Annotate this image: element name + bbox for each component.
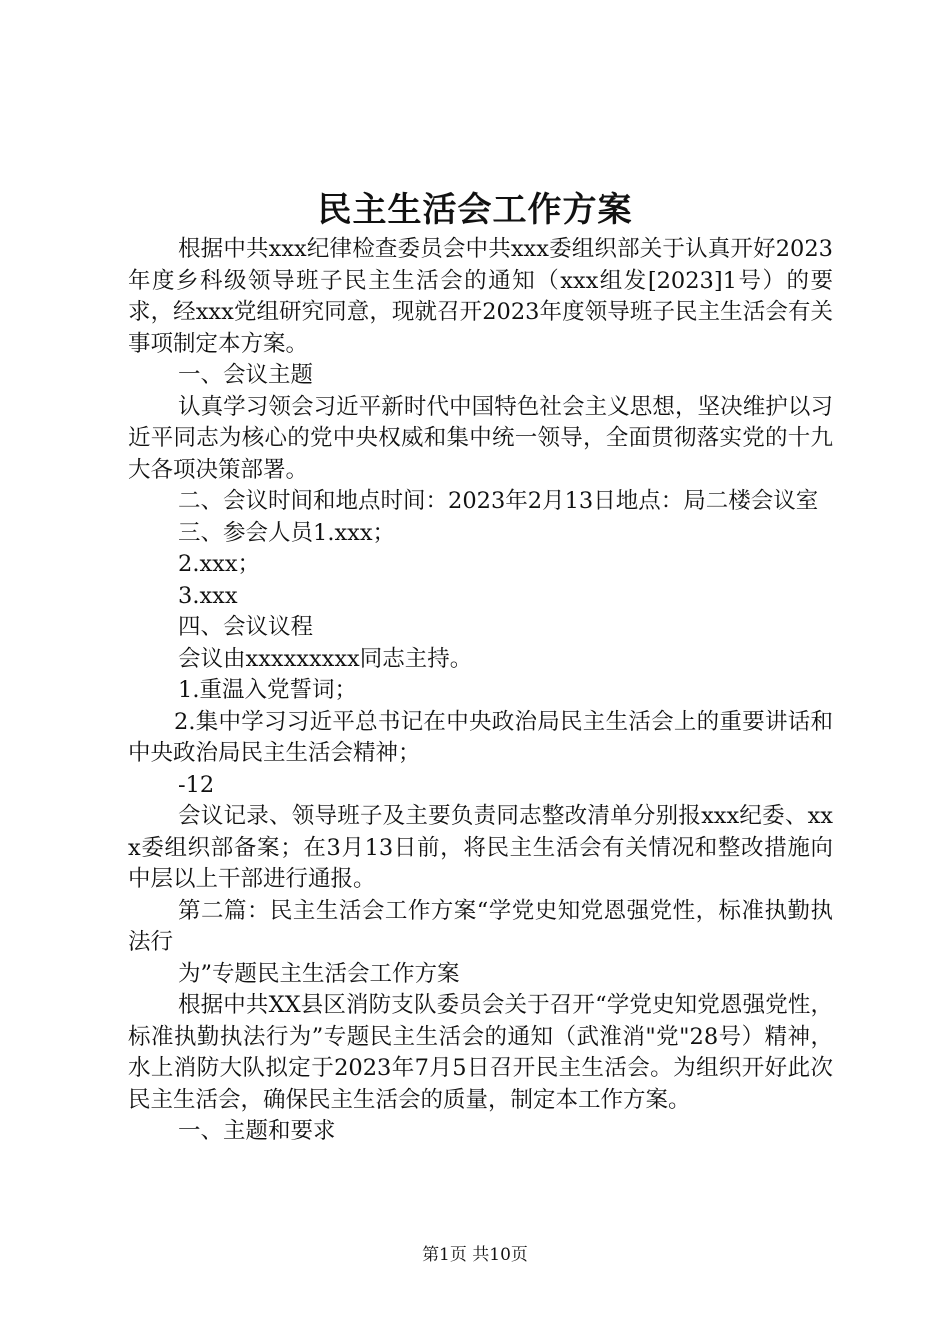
section-heading-part-two: 第二篇：民主生活会工作方案“学党史知党恩强党性，标准执勤执法行 xyxy=(128,897,833,955)
section-heading-attendees: 三、参会人员1.xxx； xyxy=(178,519,396,546)
paragraph-part-two-intro: 根据中共XX县区消防支队委员会关于召开“学党史知党恩强党性，标准执勤执法行为”专题民主生活会的通知（武淮消"党"28号）精神，水上消防大队拟定于2023年7月5日召开民主生活会。为组织开好此次民主生活会，确保民主生活会的质量，制定本工作方案。 xyxy=(128,992,833,1113)
paragraph-intro: 根据中共xxx纪律检查委员会中共xxx委组织部关于认真开好2023年度乡科级领导班子民主生活会的通知（xxx组发[2023]1号）的要求，经xxx党组研究同意，现就召开2023年度领导班子民主生活会有关事项制定本方案。 xyxy=(128,236,833,357)
list-item-attendee-2: 2.xxx； xyxy=(178,551,261,577)
list-item-agenda-2: 2.集中学习习近平总书记在中央政治局民主生活会上的重要讲话和中央政治局民主生活会精神； xyxy=(128,708,833,766)
fragment-marker: -12 xyxy=(178,771,215,798)
section-heading-theme-requirements: 一、主题和要求 xyxy=(178,1118,336,1144)
paragraph-theme: 认真学习领会习近平新时代中国特色社会主义思想，坚决维护以习近平同志为核心的党中央权威和集中统一领导，全面贯彻落实党的十九大各项决策部署。 xyxy=(128,393,833,483)
section-heading-part-two-cont: 为”专题民主生活会工作方案 xyxy=(178,960,460,987)
list-item-attendee-3: 3.xxx xyxy=(178,582,238,609)
list-item-agenda-1: 1.重温入党誓词； xyxy=(178,677,357,703)
section-heading-agenda: 四、会议议程 xyxy=(178,614,314,640)
paragraph-records: 会议记录、领导班子及主要负责同志整改清单分别报xxx纪委、xxx委组织部备案；在3月13日前，将民主生活会有关情况和整改措施向中层以上干部进行通报。 xyxy=(128,803,833,892)
section-heading-time-place: 二、会议时间和地点时间：2023年2月13日地点：局二楼会议室 xyxy=(178,488,819,514)
section-heading-theme: 一、会议主题 xyxy=(178,362,314,388)
paragraph-host: 会议由xxxxxxxxx同志主持。 xyxy=(178,645,473,672)
document-body xyxy=(128,234,833,1148)
document-title: 民主生活会工作方案 xyxy=(317,190,633,230)
page-footer: 第1页 共10页 xyxy=(422,1245,528,1265)
